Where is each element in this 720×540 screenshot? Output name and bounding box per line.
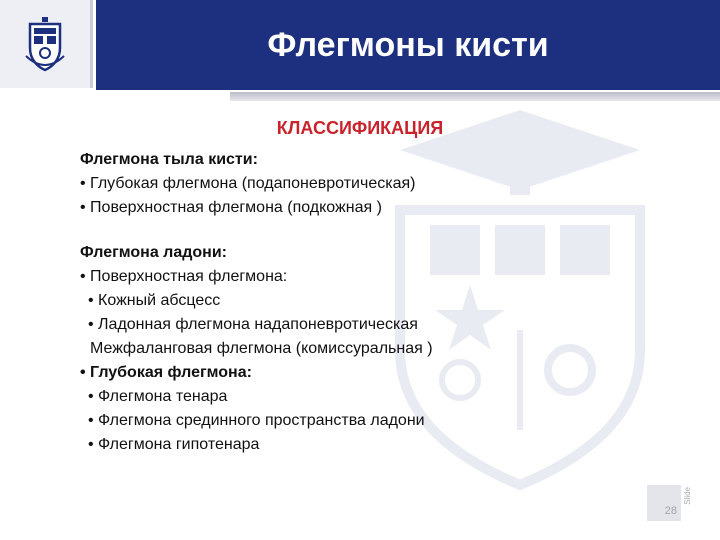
section-heading-palm: Флегмона ладони:	[80, 244, 227, 261]
section-heading-dorsal: Флегмона тыла кисти:	[80, 151, 258, 168]
list-item: • Ладонная флегмона надапоневротическая	[88, 316, 418, 333]
list-item: • Поверхностная флегмона:	[80, 268, 288, 285]
list-item: Межфаланговая флегмона (комиссуральная )	[90, 340, 433, 357]
classification-content	[80, 118, 640, 457]
list-item: • Флегмона гипотенара	[88, 436, 260, 453]
list-item: • Глубокая флегмона (подапоневротическая)	[80, 175, 416, 192]
university-logo	[0, 0, 93, 88]
list-item: • Кожный абсцесс	[88, 292, 221, 309]
list-item: • Флегмона тенара	[88, 388, 228, 405]
list-item: • Поверхностная флегмона (подкожная )	[80, 199, 382, 216]
list-item: • Флегмона срединного пространства ладони	[88, 412, 425, 429]
classification-heading: КЛАССИФИКАЦИЯ	[276, 118, 444, 138]
page-title: Флегмоны кисти	[267, 25, 549, 64]
crest-icon	[22, 16, 68, 72]
slide-number: 28	[647, 485, 681, 521]
section-heading-deep: • Глубокая флегмона:	[80, 364, 252, 381]
slide-label: Slide	[683, 487, 692, 505]
title-bar	[96, 0, 720, 90]
